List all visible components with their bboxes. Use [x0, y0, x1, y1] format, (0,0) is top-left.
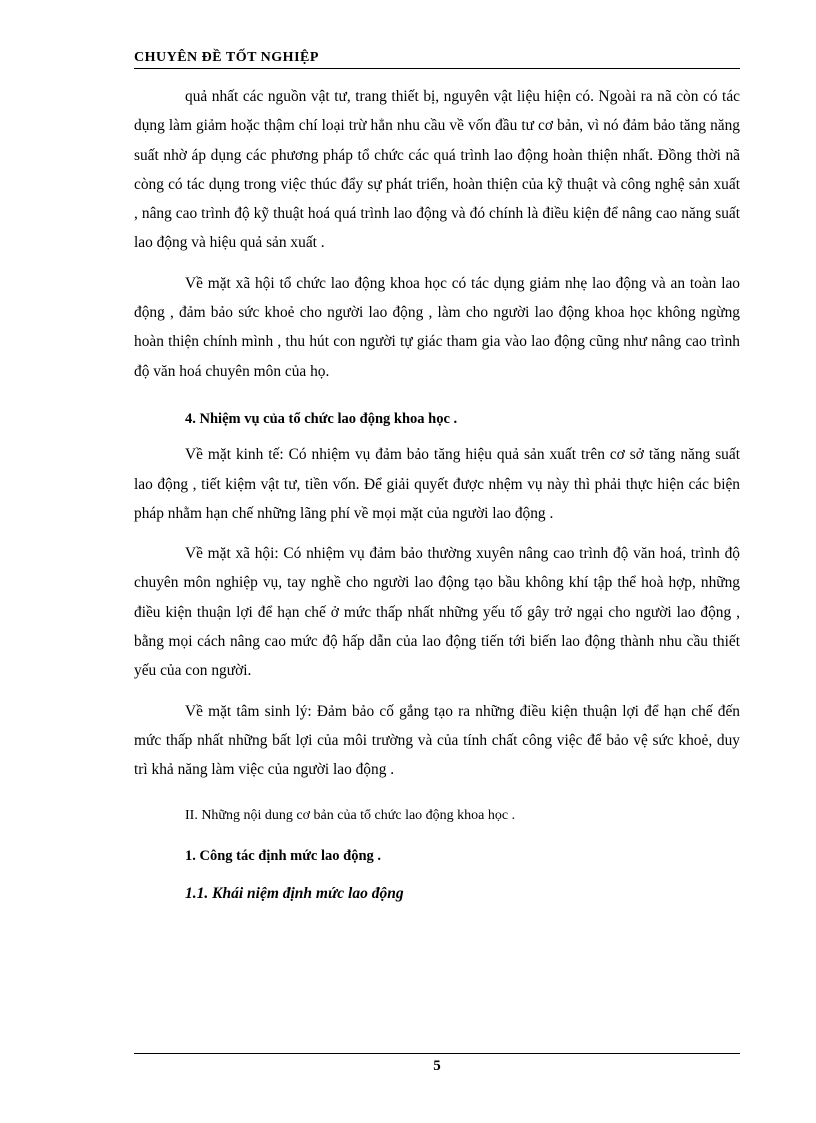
section-heading-1-1: 1.1. Khái niệm định mức lao động — [185, 885, 404, 903]
section-heading-4: 4. Nhiệm vụ của tổ chức lao động khoa học . — [185, 410, 458, 427]
paragraph-economic-task: Về mặt kinh tế: Có nhiệm vụ đảm bảo tăng hiệu quả sản xuất trên cơ sở tăng năng suất lao động , tiết kiệm vật tư, tiền vốn. Để giải quyết được nhệm vụ này thì phải thực hiện các biện pháp nhằm hạn chế những lãng phí về mọi mặt của người lao động . — [134, 446, 740, 522]
paragraph-social-task: Về mặt xã hội: Có nhiệm vụ đảm bảo thường xuyên nâng cao trình độ văn hoá, trình độ chuyên môn nghiệp vụ, tay nghề cho người lao động tạo bầu không khí tập thể hoà hợp, những điều kiện thuận lợi để hạn chế ở mức thấp nhất những yếu tố gây trở ngại cho người lao động , bằng mọi cách nâng cao mức độ hấp dẫn của lao động tiến tới biến lao động thành nhu cầu thiết yếu của con người. — [134, 545, 740, 680]
footer-divider — [134, 1053, 740, 1054]
header-divider — [134, 68, 740, 69]
section-heading-II: II. Những nội dung cơ bản của tổ chức lao động khoa học . — [185, 807, 516, 823]
page-header-title: CHUYÊN ĐỀ TỐT NGHIỆP — [134, 50, 319, 65]
document-body — [134, 82, 740, 908]
paragraph-social-aspect: Về mặt xã hội tổ chức lao động khoa học có tác dụng giảm nhẹ lao động và an toàn lao động , đảm bảo sức khoẻ cho người lao động , làm cho người lao động khoa học không ngừng hoàn thiện chính mình , thu hút con người tự giác tham gia vào lao động cũng như nâng cao trình độ văn hoá chuyên môn của họ. — [134, 274, 740, 380]
paragraph-psychophysiological-task: Về mặt tâm sinh lý: Đảm bảo cố gắng tạo ra những điều kiện thuận lợi để hạn chế đến mức thấp nhất những bất lợi của môi trường và của tính chất công việc để bảo vệ sức khoẻ, duy trì khả năng làm việc của người lao động . — [134, 702, 740, 779]
page-number: 5 — [433, 1058, 441, 1074]
section-heading-1: 1. Công tác định mức lao động . — [185, 847, 382, 864]
paragraph-continuation: quả nhất các nguồn vật tư, trang thiết bị, nguyên vật liệu hiện có. Ngoài ra nã còn có tác dụng làm giảm hoặc thậm chí loại trừ hẳn nhu cầu về vốn đầu tư cơ bản, vì nó đảm bảo tăng năng suất nhờ áp dụng các phương pháp tổ chức các quá trình lao động hoàn thiện nhất. Đồng thời nã còng có tác dụng trong việc thúc đẩy sự phát triển, hoàn thiện của kỹ thuật và công nghệ sản xuất , nâng cao trình độ kỹ thuật hoá quá trình lao động và đó chính là điều kiện để nâng cao năng suất lao động và hiệu quả sản xuất . — [134, 88, 740, 252]
